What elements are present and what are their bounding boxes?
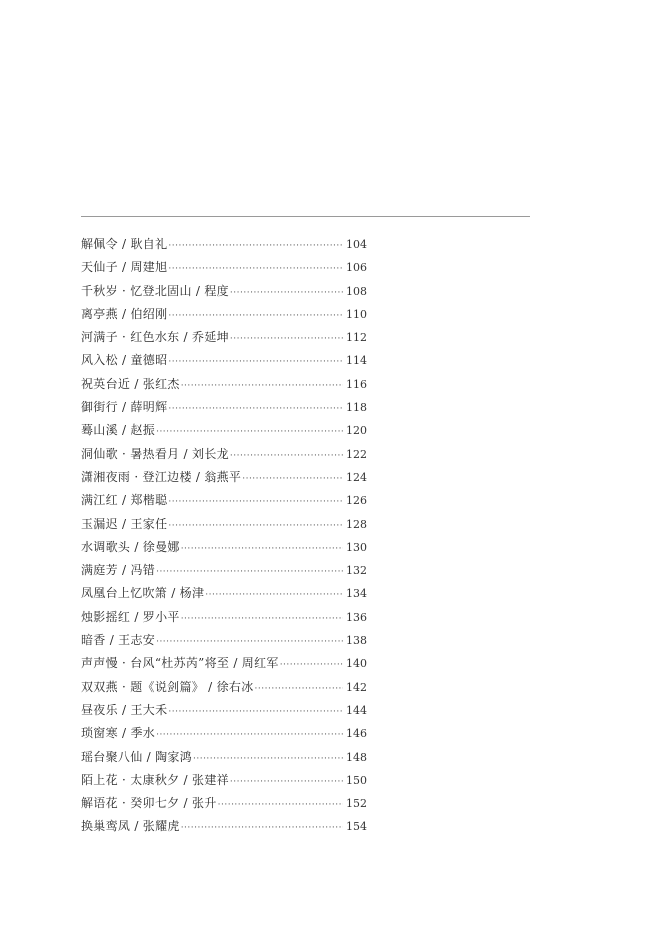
dot-leader [156,561,343,584]
dot-leader [230,445,343,468]
entry-title: 解佩令 / 耿自礼 [81,237,168,251]
dot-leader [168,235,343,258]
entry-title: 离亭燕 / 伯绍刚 [81,306,168,321]
dot-leader [205,584,343,607]
dot-leader [168,398,343,421]
entry-title: 水调歌头 / 徐曼娜 [81,539,180,554]
entry-title: 玉漏迟 / 王家任 [81,516,168,531]
toc-entry [81,466,367,489]
toc-entry [81,443,367,466]
dot-leader [181,538,343,561]
toc-entry [81,536,367,559]
toc-entry [81,629,367,652]
dot-leader [156,631,343,654]
toc-entry [81,792,367,815]
entry-page-number: 144 [346,703,367,717]
dot-leader [242,468,343,491]
toc-entry [81,326,367,349]
entry-title: 风入松 / 童德昭 [81,353,168,368]
entry-title: 天仙子 / 周建旭 [81,260,168,275]
section-divider [81,216,530,217]
dot-leader [168,701,343,724]
entry-title: 凤凰台上忆吹箫 / 杨津 [81,586,205,601]
entry-page-number: 116 [346,377,367,391]
entry-page-number: 140 [346,657,367,671]
dot-leader [193,748,343,771]
entry-title: 烛影摇红 / 罗小平 [81,609,180,624]
entry-page-number: 148 [346,750,367,764]
entry-page-number: 152 [346,797,367,811]
dot-leader [181,375,343,398]
dot-leader [168,351,343,374]
dot-leader [168,305,343,328]
entry-page-number: 142 [346,680,367,694]
dot-leader [230,771,343,794]
dot-leader [156,421,343,444]
entry-title: 换巢鸾凤 / 张耀虎 [81,819,180,834]
toc-entry [81,746,367,769]
dot-leader [280,654,343,677]
table-of-contents [81,233,367,839]
entry-page-number: 108 [346,284,367,298]
entry-title: 御街行 / 薛明辉 [81,400,168,415]
toc-entry [81,699,367,722]
toc-entry [81,349,367,372]
toc-entry [81,722,367,745]
toc-entry [81,233,367,256]
toc-entry [81,513,367,536]
toc-entry [81,303,367,326]
entry-page-number: 110 [346,307,367,321]
toc-entry [81,373,367,396]
entry-title: 满庭芳 / 冯错 [81,563,156,578]
entry-title: 蓦山溪 / 赵振 [81,423,156,438]
dot-leader [168,258,343,281]
toc-entry [81,280,367,303]
entry-title: 双双燕 · 题《说剑篇》 / 徐右冰 [81,679,254,694]
toc-entry [81,582,367,605]
toc-entry [81,396,367,419]
dot-leader [255,678,343,701]
entry-title: 声声慢 · 台风“杜苏芮”将至 / 周红军 [81,656,279,671]
entry-title: 昼夜乐 / 王大禾 [81,702,168,717]
entry-page-number: 126 [346,494,367,508]
entry-title: 暗香 / 王志安 [81,633,156,648]
toc-entry [81,652,367,675]
entry-title: 满江红 / 郑楷聪 [81,493,168,508]
entry-title: 祝英台近 / 张红杰 [81,376,180,391]
entry-page-number: 130 [346,540,367,554]
entry-page-number: 138 [346,634,367,648]
dot-leader [181,817,343,840]
entry-title: 河满子 · 红色水东 / 乔延坤 [81,330,229,345]
entry-page-number: 104 [346,238,367,251]
dot-leader [230,282,343,305]
entry-page-number: 122 [346,447,367,461]
toc-entry [81,815,367,838]
entry-title: 千秋岁 · 忆登北固山 / 程度 [81,283,229,298]
entry-title: 解语花 · 癸卯七夕 / 张升 [81,796,217,811]
entry-title: 琐窗寒 / 季水 [81,726,156,741]
entry-page-number: 118 [346,401,367,415]
entry-title: 潇湘夜雨 · 登江边楼 / 翁燕平 [81,469,242,484]
dot-leader [218,794,343,817]
entry-page-number: 124 [346,470,367,484]
entry-title: 瑶台聚八仙 / 陶家鸿 [81,749,192,764]
dot-leader [230,328,343,351]
entry-page-number: 132 [346,564,367,578]
toc-entry [81,419,367,442]
entry-page-number: 150 [346,773,367,787]
dot-leader [156,724,343,747]
toc-entry [81,676,367,699]
toc-entry [81,489,367,512]
entry-page-number: 114 [346,354,367,368]
entry-page-number: 136 [346,610,367,624]
toc-entry [81,606,367,629]
entry-title: 陌上花 · 太康秋夕 / 张建祥 [81,772,229,787]
toc-entry [81,256,367,279]
entry-page-number: 128 [346,517,367,531]
entry-page-number: 106 [346,261,367,275]
dot-leader [181,608,343,631]
entry-page-number: 112 [346,331,367,345]
entry-page-number: 120 [346,424,367,438]
entry-title: 洞仙歌 · 暑热看月 / 刘长龙 [81,446,229,461]
toc-entry [81,559,367,582]
entry-page-number: 134 [346,587,367,601]
entry-page-number: 146 [346,727,367,741]
toc-entry [81,769,367,792]
dot-leader [168,515,343,538]
dot-leader [168,491,343,514]
entry-page-number: 154 [346,820,367,834]
